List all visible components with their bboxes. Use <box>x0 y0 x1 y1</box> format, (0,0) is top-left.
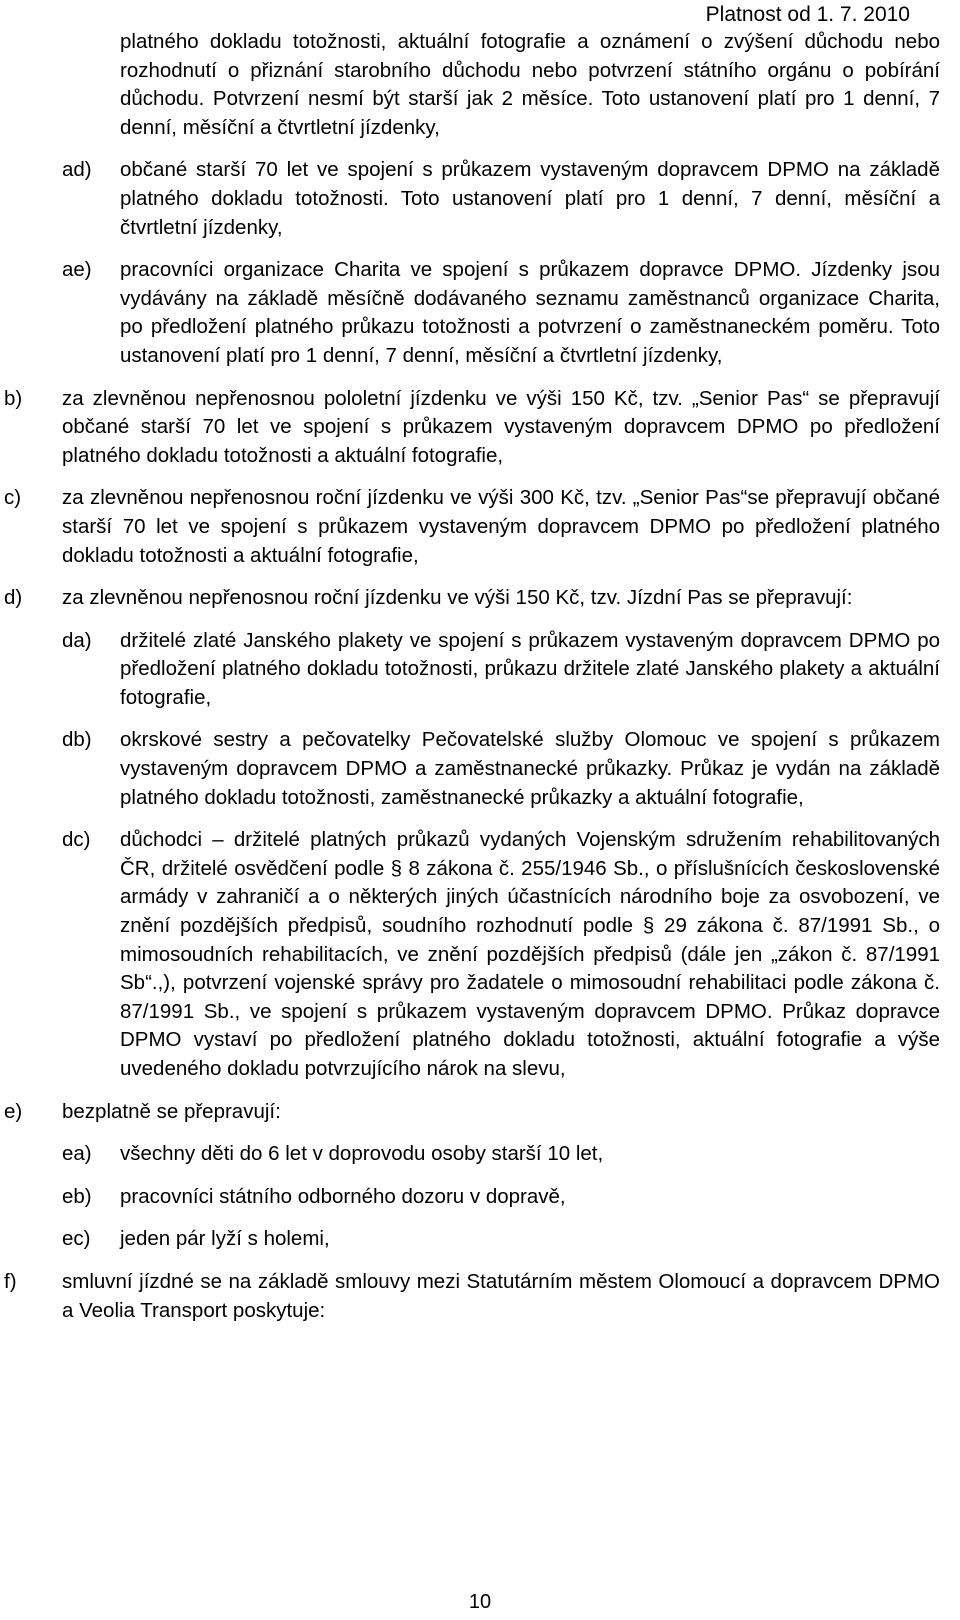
list-item-text: pracovníci organizace Charita ve spojení s průkazem dopravce DPMO. Jízdenky jsou vydávány na základě měsíčně dodávaného seznamu zaměstnanců organizace Charita, po předložení platného průkazu totožnosti a potvrzení o zaměstnaneckém poměru. Toto ustanovení platí pro 1 denní, 7 denní, měsíční a čtvrtletní jízdenky, <box>120 258 940 367</box>
list-item-eb <box>0 1183 960 1212</box>
list-item-ea <box>0 1140 960 1169</box>
list-item-text: všechny děti do 6 let v doprovodu osoby starší 10 let, <box>120 1142 604 1166</box>
list-item-ec <box>0 1225 960 1254</box>
list-item-text: za zlevněnou nepřenosnou pololetní jízdenku ve výši 150 Kč, tzv. „Senior Pas“ se přepravují občané starší 70 let ve spojení s průkazem vystaveným dopravcem DPMO po předložení platného dokladu totožnosti a aktuální fotografie, <box>62 386 940 467</box>
list-marker: d) <box>4 586 23 610</box>
list-marker: ad) <box>62 158 92 182</box>
list-item-text: důchodci – držitelé platných průkazů vydaných Vojenským sdružením rehabilitovaných ČR, držitelé osvědčení podle § 8 zákona č. 255/1946 Sb., o příslušnících československé armády v zahraničí a o některých jiných účastnících národního boje za osvobození, ve znění pozdějších předpisů, soudního rozhodnutí podle § 29 zákona č. 87/1991 Sb., o mimosoudních rehabilitacích, ve znění pozdějších předpisů (dále jen „zákon č. 87/1991 Sb“.,), potvrzení vojenské správy pro žadatele o mimosoudní rehabilitaci podle zákona č. 87/1991 Sb., ve spojení s průkazem vystaveným dopravcem DPMO. Průkaz dopravce DPMO vystaví po předložení platného dokladu totožnosti, aktuální fotografie a výše uvedeného dokladu potvrzujícího nárok na slevu, <box>120 828 940 1080</box>
list-item-f <box>0 1268 960 1325</box>
list-item-text: držitelé zlaté Janského plakety ve spojení s průkazem vystaveným dopravcem DPMO po předložení platného dokladu totožnosti, průkazu držitele zlaté Janského plakety a aktuální fotografie, <box>120 628 940 709</box>
list-marker: ae) <box>62 258 92 282</box>
document-body <box>0 28 960 1339</box>
list-item-text: pracovníci státního odborného dozoru v dopravě, <box>120 1184 566 1208</box>
validity-header: Platnost od 1. 7. 2010 <box>705 3 910 26</box>
list-marker: ea) <box>62 1142 92 1166</box>
list-item-da <box>0 627 960 713</box>
list-marker: e) <box>4 1099 23 1123</box>
list-item-e <box>0 1098 960 1127</box>
list-item-text: jeden pár lyží s holemi, <box>120 1227 330 1251</box>
list-marker: c) <box>4 486 22 510</box>
list-marker: dc) <box>62 828 91 852</box>
list-item-d <box>0 584 960 613</box>
list-marker: eb) <box>62 1184 92 1208</box>
list-item-text: za zlevněnou nepřenosnou roční jízdenku ve výši 300 Kč, tzv. „Senior Pas“se přepravují občané starší 70 let ve spojení s průkazem vystaveným dopravcem DPMO po předložení platného dokladu totožnosti a aktuální fotografie, <box>62 486 940 567</box>
list-item-text: bezplatně se přepravují: <box>62 1099 281 1123</box>
list-item-ae <box>0 256 960 370</box>
list-marker: da) <box>62 628 92 652</box>
continuation-paragraph <box>0 28 960 142</box>
list-item-ad <box>0 156 960 242</box>
list-item-text: okrskové sestry a pečovatelky Pečovatelské služby Olomouc ve spojení s průkazem vystaveným dopravcem DPMO a zaměstnanecké průkazky. Průkaz je vydán na základě platného dokladu totožnosti, zaměstnanecké průkazky a aktuální fotografie, <box>120 728 940 809</box>
list-marker: b) <box>4 386 23 410</box>
list-item-b <box>0 385 960 471</box>
list-marker: f) <box>4 1269 17 1293</box>
list-item-db <box>0 726 960 812</box>
list-item-text: občané starší 70 let ve spojení s průkazem vystaveným dopravcem DPMO na základě platného dokladu totožnosti. Toto ustanovení platí pro 1 denní, 7 denní, měsíční a čtvrtletní jízdenky, <box>120 158 940 239</box>
list-item-text: za zlevněnou nepřenosnou roční jízdenku ve výši 150 Kč, tzv. Jízdní Pas se přepravují: <box>62 586 853 610</box>
list-marker: ec) <box>62 1227 91 1251</box>
paragraph-text: platného dokladu totožnosti, aktuální fotografie a oznámení o zvýšení důchodu nebo rozhodnutí o přiznání starobního důchodu nebo potvrzení státního orgánu o pobírání důchodu. Potvrzení nesmí být starší jak 2 měsíce. Toto ustanovení platí pro 1 denní, 7 denní, měsíční a čtvrtletní jízdenky, <box>120 30 940 139</box>
page-number: 10 <box>468 1591 492 1613</box>
list-marker: db) <box>62 728 92 752</box>
list-item-c <box>0 484 960 570</box>
list-item-text: smluvní jízdné se na základě smlouvy mezi Statutárním městem Olomoucí a dopravcem DPMO a Veolia Transport poskytuje: <box>62 1269 940 1322</box>
list-item-dc <box>0 826 960 1083</box>
